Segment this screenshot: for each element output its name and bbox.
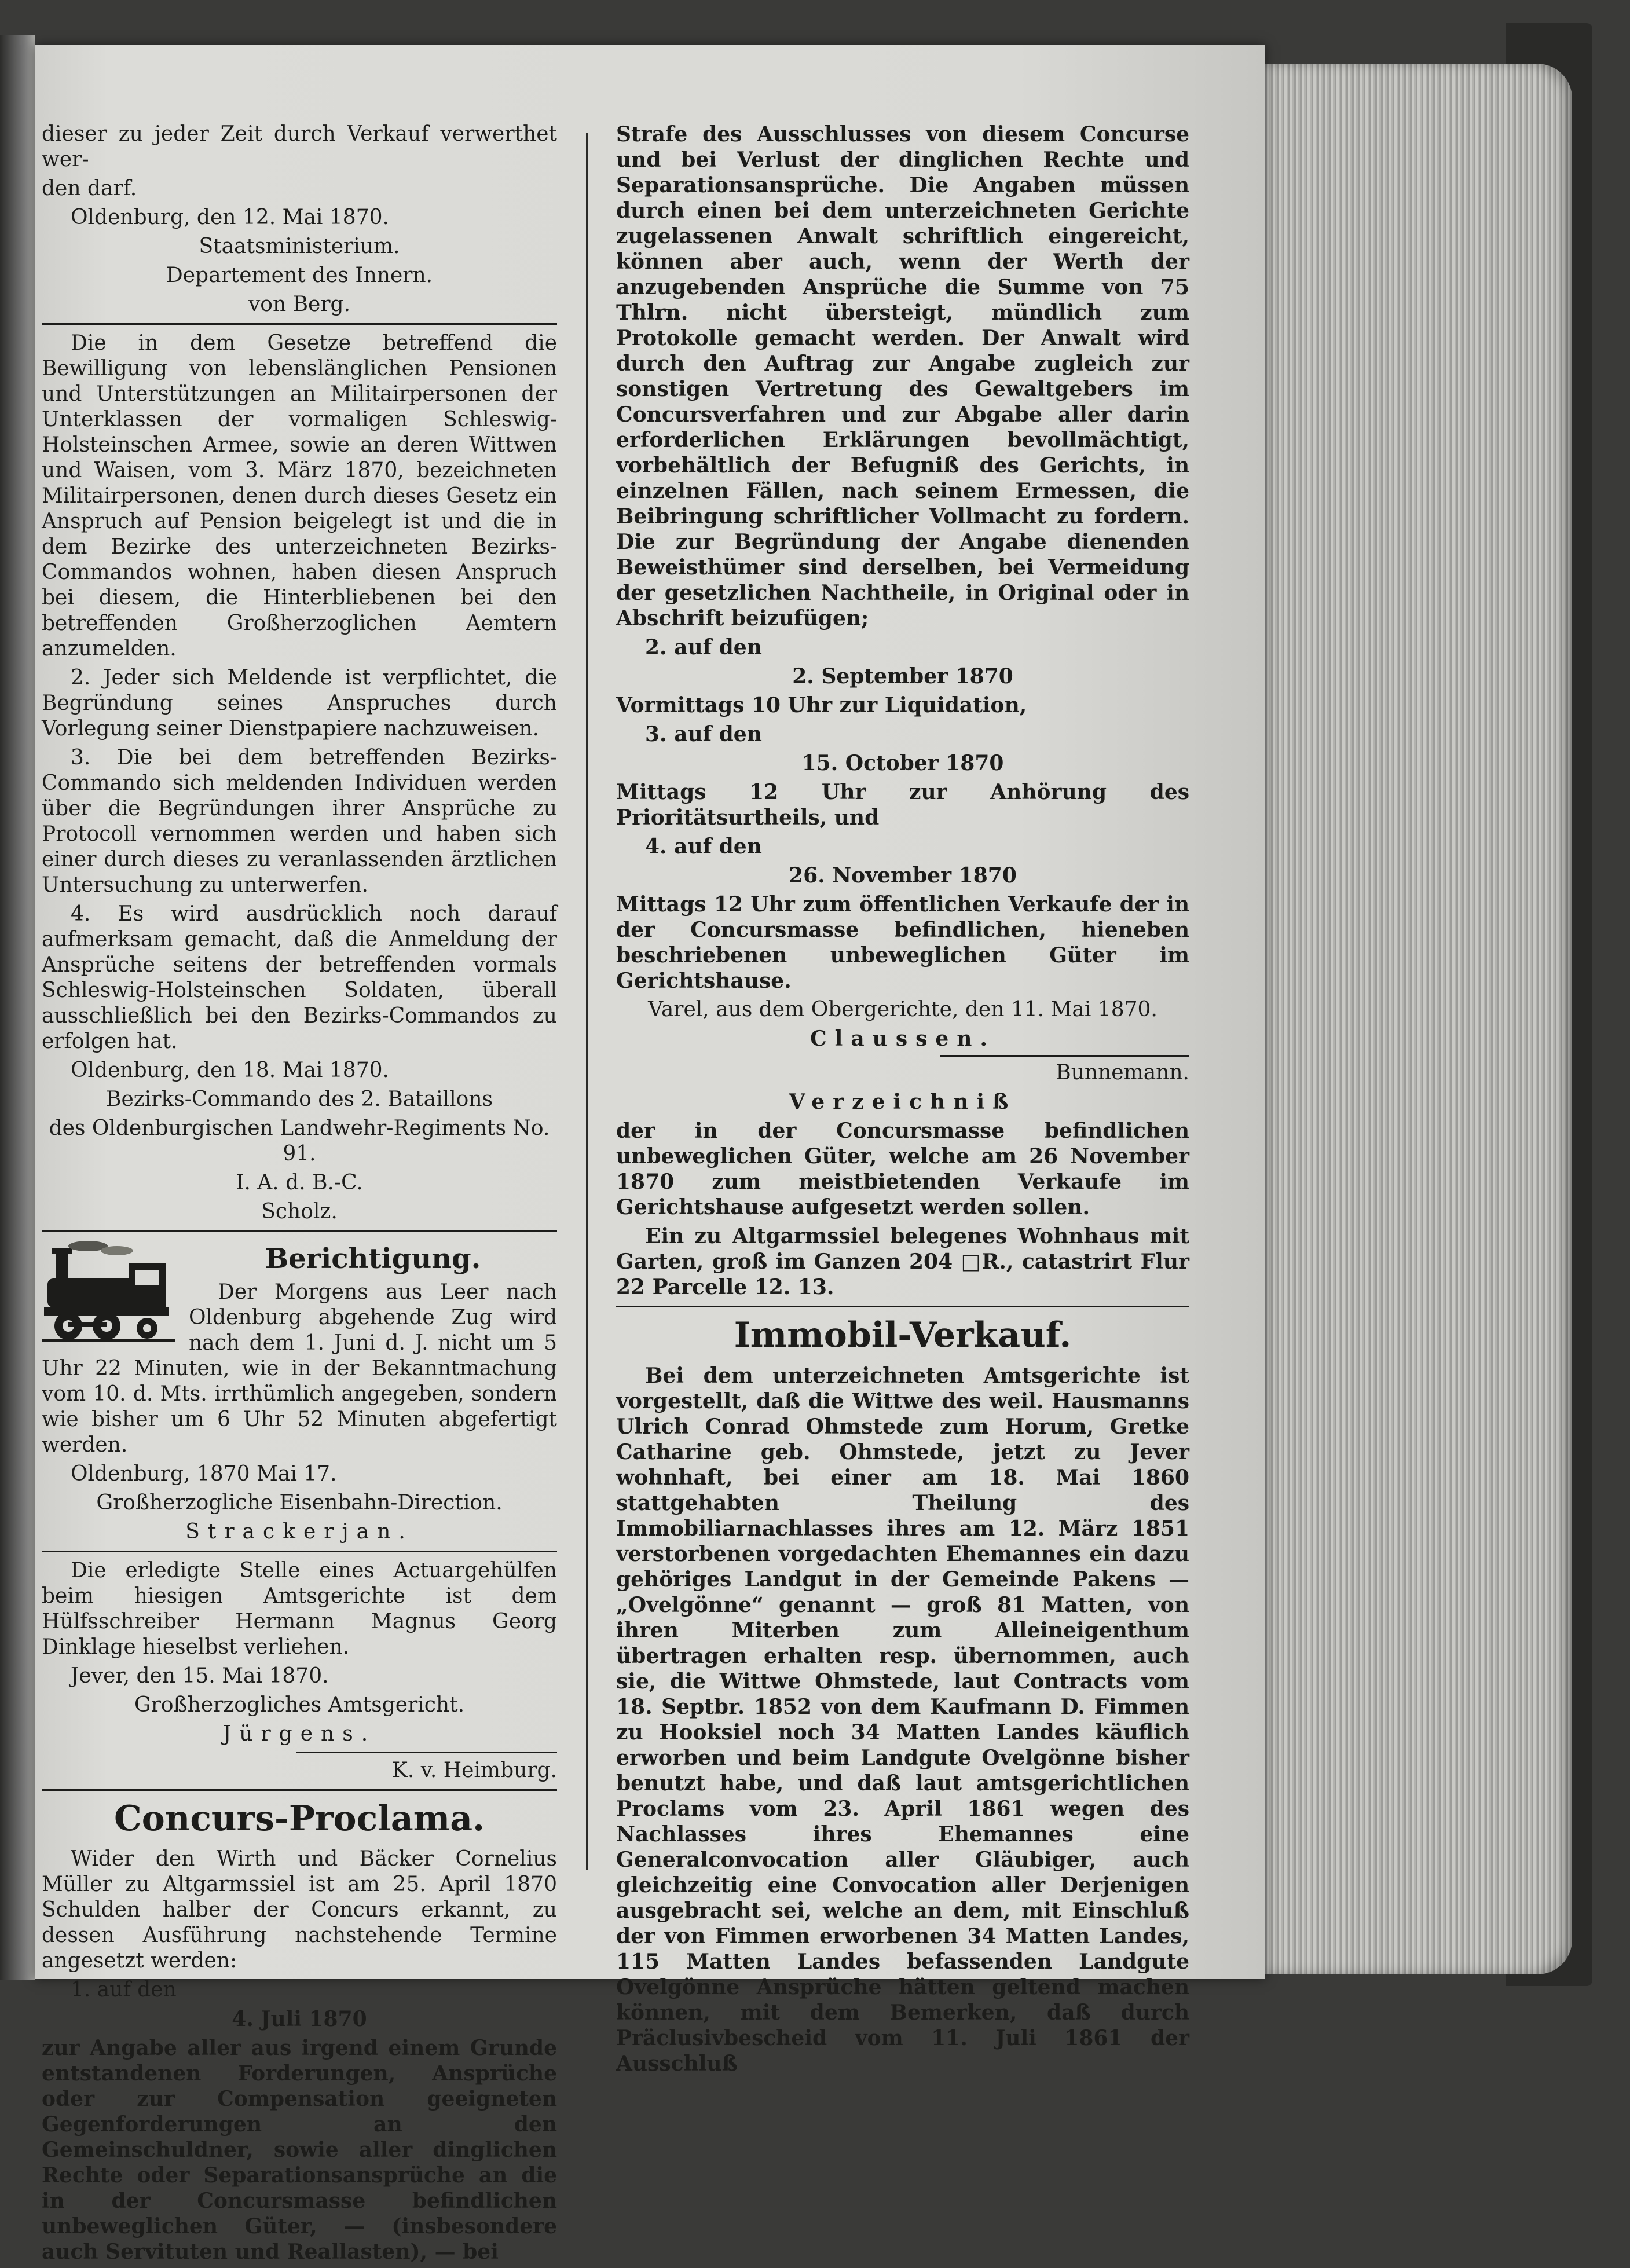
pension-notice-paragraph-2: 2. Jeder sich Meldende ist verpflichtet, die Begründung seines Anspruches durch Vorlegung seiner Dienstpapiere nachzuweisen. xyxy=(42,666,557,741)
stelle-signature-1: Großherzogliches Amtsgericht. xyxy=(134,1693,465,1717)
intro-signature-2: Departement des Innern. xyxy=(166,263,433,287)
section-divider xyxy=(616,1306,1189,1307)
signature-divider xyxy=(296,1752,557,1753)
berichtigung-text: Der Morgens aus Leer nach Oldenburg abgehende Zug wird nach dem 1. Juni d. J. nicht um 5 Uhr 22 Minuten, wie in der Bekanntmachung vom 10. d. Mts. irrthümlich angegeben, sondern wie bisher um 6 Uhr 52 Minuten abgefertigt werden. xyxy=(42,1280,557,1457)
concurs-date-4: 26. November 1870 xyxy=(789,863,1017,888)
concurs-term-3: 3. auf den xyxy=(645,722,762,746)
intro-line-2: den darf. xyxy=(42,177,137,200)
concurs-title: Concurs-Proclama. xyxy=(113,1798,485,1839)
concurs-date-2-text: Vormittags 10 Uhr zur Liquidation, xyxy=(616,693,1027,717)
intro-signature-3: von Berg. xyxy=(248,292,351,316)
concurs-date-3-text: Mittags 12 Uhr zur Anhörung des Prioritätsurtheils, und xyxy=(616,780,1189,830)
berichtigung-signature-2: Strackerjan. xyxy=(185,1520,413,1544)
stelle-date: Jever, den 15. Mai 1870. xyxy=(71,1664,329,1688)
concurs-signature-2: Bunnemann. xyxy=(1056,1061,1189,1084)
pension-notice-paragraph-3: 3. Die bei dem betreffenden Bezirks-Commando sich meldenden Individuen werden über die Begründungen ihrer Ansprüche zu Protocoll vernommen werden und haben sich einer durch dieses zu veranlassenden ärztlichen Untersuchung zu unterwerfen. xyxy=(42,746,557,897)
pension-notice-paragraph-1: Die in dem Gesetze betreffend die Bewilligung von lebenslänglichen Pensionen und Unterstützungen an Militairpersonen der Unterklassen der vormaligen Schleswig-Holsteinschen Armee, sowie an deren Wittwen und Waisen, vom 3. März 1870, bezeichneten Militairpersonen, denen durch dieses Gesetz ein Anspruch auf Pension beigelegt ist und die in dem Bezirke des unterzeichneten Bezirks-Commandos wohnen, haben diesen Anspruch bei diesem, die Hinterbliebenen bei den betreffenden Großherzoglichen Aemtern anzumelden. xyxy=(42,331,557,661)
concurs-date-2: 2. September 1870 xyxy=(792,664,1013,688)
berichtigung-title: Berichtigung. xyxy=(265,1243,481,1275)
concurs-continuation: zur Angabe aller aus irgend einem Grunde entstandenen Forderungen, Ansprüche oder zur Compensation geeigneten Gegenforderungen an den Gemeinschuldner, sowie aller dinglichen Rechte oder Separationsansprüche an die in der Concursmasse befindlichen unbeweglichen Güter, — (insbesondere auch Servituten und Reallasten), — bei xyxy=(42,2036,557,2264)
stelle-signature-2: Jürgens. xyxy=(222,1722,376,1746)
pension-signature-2: des Oldenburgischen Landwehr-Regiments No. 91. xyxy=(49,1116,550,1166)
section-divider xyxy=(42,1551,557,1552)
pension-signature-3: I. A. d. B.-C. xyxy=(236,1171,363,1195)
pension-notice-date: Oldenburg, den 18. Mai 1870. xyxy=(71,1058,389,1082)
concurs-term-2: 2. auf den xyxy=(645,635,762,659)
intro-signature-1: Staatsministerium. xyxy=(199,235,400,258)
verzeichnis-text: der in der Concursmasse befindlichen unbeweglichen Güter, welche am 26 November 1870 zum meistbietenden Verkaufe im Gerichtshause aufgesetzt werden sollen. xyxy=(616,1119,1189,1219)
immobil-text: Bei dem unterzeichneten Amtsgerichte ist vorgestellt, daß die Wittwe des weil. Hausmanns Ulrich Conrad Ohmstede zum Horum, Gretke Catharine geb. Ohmstede, jetzt zu Jever wohnhaft, bei einer am 18. Mai 1860 stattgehabten Theilung des Immobiliarnachlasses ihres am 12. März 1851 verstorbenen vorgedachten Ehemannes ein dazu gehöriges Landgut in der Gemeinde Pakens — „Ovelgönne“ genannt — groß 81 Matten, von ihren Miterben zum Alleineigenthum übertragen erhalten resp. übernommen, auch sie, die Wittwe Ohmstede, laut Contracts vom 18. Septbr. 1852 von dem Kaufmann D. Fimmen zu Hooksiel noch 34 Matten Landes käuflich erworben und beim Landgute Ovelgönne bisher benutzt habe, und daß laut amtsgerichtlichen Proclams vom 23. April 1861 wegen des Nachlasses ihres Ehemannes eine Generalconvocation aller Gläubiger, auch gleichzeitig eine Convocation aller Derjenigen ausgebracht sei, welche an dem, mit Einschluß der von Fimmen erworbenen 34 Matten Landes, 115 Matten Landes befassenden Landgute Ovelgönne Ansprüche hätten geltend machen können, mit dem Bemerken, daß durch Präclusivbescheid vom 11. Juli 1861 der Ausschluß xyxy=(616,1364,1189,2076)
concurs-date-4-text: Mittags 12 Uhr zum öffentlichen Verkaufe der in der Concursmasse befindlichen, hieneben beschriebenen unbeweglichen Güter im Gerichtshause. xyxy=(616,892,1189,993)
section-divider xyxy=(42,323,557,325)
steam-locomotive-icon xyxy=(42,1240,175,1344)
concurs-text: Wider den Wirth und Bäcker Cornelius Müller zu Altgarmssiel ist am 25. April 1870 Schulden halber der Concurs erkannt, zu dessen Ausführung nachstehende Termine angesetzt werden: xyxy=(42,1847,557,1973)
section-divider xyxy=(42,1230,557,1232)
previous-page-edge xyxy=(0,35,35,1980)
concurs-court-date: Varel, aus dem Obergerichte, den 11. Mai 1870. xyxy=(648,998,1158,1021)
berichtigung-signature-1: Großherzogliche Eisenbahn-Direction. xyxy=(96,1491,503,1515)
stelle-signature-3: K. v. Heimburg. xyxy=(391,1758,557,1782)
pension-notice-paragraph-4: 4. Es wird ausdrücklich noch darauf aufmerksam gemacht, daß die Anmeldung der Ansprüche seitens der betreffenden vormals Schleswig-Holsteinschen Soldaten, überall ausschließlich bei den Bezirks-Commandos zu erfolgen hat. xyxy=(42,902,557,1053)
concurs-term-4: 4. auf den xyxy=(645,834,762,859)
section-divider xyxy=(42,1789,557,1791)
stelle-text: Die erledigte Stelle eines Actuargehülfen beim hiesigen Amtsgerichte ist dem Hülfsschreiber Hermann Magnus Georg Dinklage hieselbst verliehen. xyxy=(42,1559,557,1659)
berichtigung-date: Oldenburg, 1870 Mai 17. xyxy=(71,1462,337,1486)
immobil-title: Immobil-Verkauf. xyxy=(734,1315,1072,1355)
signature-divider xyxy=(940,1055,1189,1057)
pension-signature-1: Bezirks-Commando des 2. Bataillons xyxy=(106,1087,493,1111)
concurs-right-continuation: Strafe des Ausschlusses von diesem Concurse und bei Verlust der dinglichen Rechte und Separationsansprüche. Die Angaben müssen durch einen bei dem unterzeichneten Gerichte zugelassenen Anwalt schriftlich eingereicht, können aber auch, wenn der Werth der anzugebenden Ansprüche die Summe von 75 Thlrn. nicht übersteigt, mündlich zum Protokolle gemacht werden. Der Anwalt wird durch den Auftrag zur Angabe zugleich zur sonstigen Vertretung des Gewaltgebers im Concursverfahren und zur Abgabe aller darin erforderlichen Erklärungen bevollmächtigt, vorbehältlich der Befugniß des Gerichts, in einzelnen Fällen, nach seinem Ermessen, die Beibringung schriftlicher Vollmacht zu fordern. Die zur Begründung der Angabe dienenden Beweisthümer sind derselben, bei Vermeidung der gesetzlichen Nachtheile, in Original oder in Abschrift beizufügen; xyxy=(616,122,1189,631)
column-divider xyxy=(586,133,588,1870)
concurs-signature-1: Claussen. xyxy=(810,1027,995,1051)
concurs-date-3: 15. October 1870 xyxy=(801,751,1004,775)
page-block-edges xyxy=(1265,64,1572,1974)
concurs-term-1: 1. auf den xyxy=(71,1978,177,2002)
verzeichnis-title: Verzeichniß xyxy=(789,1090,1017,1114)
pension-signature-4: Scholz. xyxy=(261,1200,338,1223)
berichtigung-notice xyxy=(42,1238,557,1461)
left-column xyxy=(42,122,557,2268)
concurs-date-1: 4. Juli 1870 xyxy=(232,2007,367,2031)
right-column xyxy=(616,122,1189,2080)
intro-line-1: dieser zu jeder Zeit durch Verkauf verwerthet wer- xyxy=(42,122,557,171)
verzeichnis-item: Ein zu Altgarmssiel belegenes Wohnhaus mit Garten, groß im Ganzen 204 □R., catastrirt Flur 22 Parcelle 12. 13. xyxy=(616,1224,1189,1299)
intro-date: Oldenburg, den 12. Mai 1870. xyxy=(71,206,389,229)
